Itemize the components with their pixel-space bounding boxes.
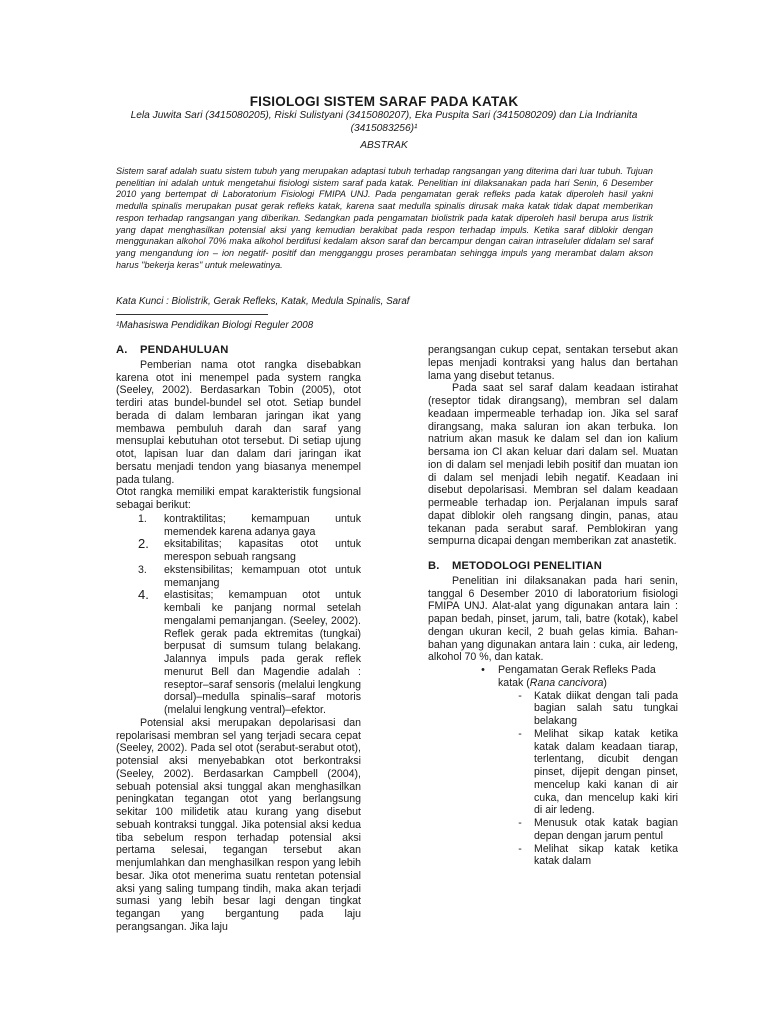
pendahuluan-paragraph-3: Potensial aksi merupakan depolarisasi dan repolarisasi membran sel yang terjadi secara cepat (Seeley, 2002). Pada sel otot (serabut-serabut otot), potensial aksi menyebabkan otot berkontraksi (Seeley, 2002). Berdasarkan Campbell (2004), sebuah potensial aksi tunggal akan menghasilkan peningkatan tegangan otot yang berlangsung sekitar 100 milidetik atau kurang yang disebut sebuah kontraksi tunggal. Jika potensial aksi kedua tiba sebelum respon terhadap potensial aksi pertama selesai, tegangan tersebut akan menjumlahkan dan menghasilkan respon yang lebih besar. Jika otot menerima suatu rentetan potensial aksi yang saling tumpang tindih, maka akan terjadi sumasi yang lebih besar lagi dengan tingkat tegangan yang bergantung pada laju perangsangan. Jika laju [116, 716, 361, 933]
footnote: ¹Mahasiswa Pendidikan Biologi Reguler 2008 [116, 320, 314, 331]
keywords: Kata Kunci : Biolistrik, Gerak Refleks, Katak, Medula Spinalis, Saraf [116, 296, 410, 307]
list-item [116, 513, 361, 539]
list-item-text: Katak diikat dengan tali pada bagian salah satu tungkai belakang [534, 689, 678, 727]
list-item [506, 690, 678, 728]
species-name: Rana cancivora [529, 676, 604, 689]
section-b-heading [428, 560, 678, 573]
list-item [506, 817, 678, 843]
dash-marker: - [518, 842, 522, 855]
left-column [116, 344, 361, 934]
list-item [116, 564, 361, 590]
dash-marker: - [518, 727, 522, 740]
procedure-title-text: Pengamatan Gerak Refleks Pada katak ( [498, 664, 656, 689]
list-item-text: kontraktilitas; kemampuan untuk memendek karena adanya gaya [164, 512, 361, 538]
footnote-divider [116, 314, 268, 315]
right-column [428, 344, 678, 868]
list-item [506, 728, 678, 817]
dash-marker: - [518, 689, 522, 702]
section-a-heading [116, 344, 361, 357]
list-number: 2. [138, 536, 149, 552]
section-b-title: METODOLOGI PENELITIAN [452, 560, 603, 572]
paper-title: FISIOLOGI SISTEM SARAF PADA KATAK [249, 94, 519, 109]
pendahuluan-paragraph-4: Pada saat sel saraf dalam keadaan istirahat (reseptor tidak dirangsang), membran sel dalam keadaan impermeable terhadap ion. Jika sel saraf dirangsang, maka saluran ion akan terbuka. Ion natrium akan masuk ke dalam sel dan ion kalium bersama ion Cl akan keluar dari dalam sel. Muatan ion di dalam sel menjadi lebih positif dan muatan ion di dalam sel menjadi lebih negatif. Keadaan ini disebut depolarisasi. Membran sel dalam keadaan permeable terhadap ion. Perjalanan impuls saraf dapat diblokir oleh rangsang dingin, panas, atau tekanan pada serabut saraf. Pemblokiran yang sempurna dicapai dengan memberikan zat anastetik. [428, 382, 678, 548]
section-b-number: B. [428, 560, 440, 572]
section-a-title: PENDAHULUAN [140, 344, 229, 356]
list-item-text: ekstensibilitas; kemampuan otot untuk memanjang [164, 563, 361, 589]
section-a-number: A. [116, 344, 128, 356]
procedure-steps-list [506, 690, 678, 869]
bullet-marker: • [481, 664, 485, 676]
procedure-bullet [468, 664, 678, 690]
pendahuluan-paragraph-1: Pemberian nama otot rangka disebabkan karena otot ini menempel pada system rangka (Seeley, 2002). Berdasarkan Tobin (2005), otot terdiri atas bundel-bundel sel otot. Setiap bundel berada di dalam lembaran jaringan ikat yang membawa pembuluh darah dan saraf yang mensuplai kebutuhan otot tersebut. Di setiap ujung otot, lapisan luar dan dalam dari jaringan ikat bersatu menjadi tendon yang biasanya menempel pada tulang. [116, 358, 361, 486]
list-item [116, 589, 361, 717]
abstract-heading: ABSTRAK [360, 140, 408, 151]
list-item-text: Melihat sikap katak ketika katak dalam [534, 842, 678, 868]
list-item-text: elastisitas; kemampuan otot untuk kembali ke panjang normal setelah mengalami pemanjangan. (Seeley, 2002). Reflek gerak pada ektremitas (tungkai) berpusat di sumsum tulang belakang. Jalannya impuls pada gerak reflek menurut Bell dan Magendie adalah : reseptor–saraf sensoris (melalui lengkung dorsal)–medulla spinalis–saraf motoris (melalui lengkung ventral)–efektor. [164, 589, 361, 716]
list-item-text: Melihat sikap katak ketika katak dalam keadaan tiarap, terlentang, dicubit dengan pinset, dijepit dengan pinset, mencelup kaki kanan di air cuka, dan mencelup kaki kiri di air ledeng. [534, 727, 678, 817]
procedure-title [498, 664, 678, 690]
muscle-characteristics-list [116, 513, 361, 717]
list-item-text: eksitabilitas; kapasitas otot untuk merespon sebuah rangsang [164, 538, 361, 563]
procedure-title-close: ) [603, 676, 607, 689]
pendahuluan-paragraph-2: Otot rangka memiliki empat karakteristik fungsional sebagai berikut: [116, 486, 361, 511]
author-list: Lela Juwita Sari (3415080205), Riski Sulistyani (3415080207), Eka Puspita Sari (3415080209) dan Lia Indrianita (3415083256)¹ [130, 110, 638, 134]
metodologi-paragraph-1: Penelitian ini dilaksanakan pada hari senin, tanggal 6 Desember 2010 di laboratorium fisiologi FMIPA UNJ. Alat-alat yang digunakan antara lain : papan bedah, pinset, jarum, tali, batre (kotak), kabel dengan ukuran kecil, 2 buah gelas kimia. Bahan-bahan yang digunakan antara lain : cuka, air ledeng, alkohol 70 %, dan katak. [428, 574, 678, 664]
list-item-text: Menusuk otak katak bagian depan dengan jarum pentul [534, 817, 678, 842]
list-item [116, 538, 361, 564]
dash-marker: - [518, 817, 522, 829]
list-item [506, 843, 678, 869]
pendahuluan-paragraph-3-continued: perangsangan cukup cepat, sentakan tersebut akan lepas menjadi kontraksi yang halus dan bertahan lama yang disebut tetanus. [428, 344, 678, 382]
list-number: 4. [138, 587, 149, 603]
list-number: 1. [138, 512, 147, 525]
list-number: 3. [138, 563, 147, 576]
abstract-text: Sistem saraf adalah suatu sistem tubuh yang merupakan adaptasi tubuh terhadap rangsangan yang diterima dari luar tubuh. Tujuan penelitian ini adalah untuk mengetahui fisiologi sistem saraf pada katak. Penelitian ini dilaksanakan pada hari Senin, 6 Desember 2010 yang bertempat di Laboratorium Fisiologi FMIPA UNJ. Pada pengamatan gerak refleks pada katak diperoleh hasil yakni medulla spinalis merupakan pusat gerak refleks katak, karena saat medulla spinalis dirusak maka katak tidak dapat memberikan respon terhadap rangsangan yang diberikan. Sedangkan pada pengamatan biolistrik pada katak diperoleh hasil berupa arus listrik yang dapat menghasilkan potensial aksi yang kemudian berakibat pada respon terhadap impuls. Ketika saraf diblokir dengan menggunakan alkohol 70% maka alkohol berdifusi kedalam akson saraf dan bercampur dengan cairan intraseluler didalam sel saraf yang mengandung ion – ion negatif- positif dan mengganggu proses perambatan sehingga impuls yang merambat dalam akson harus "bekerja keras" untuk melewatinya. [116, 166, 653, 270]
